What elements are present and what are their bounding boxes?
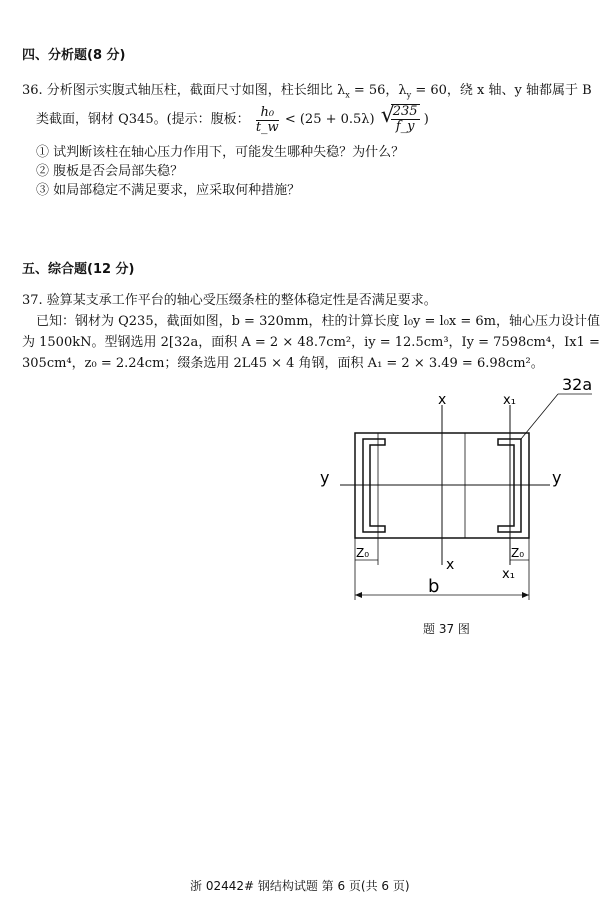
label-y-left: y	[320, 468, 330, 487]
q37-line4: 305cm⁴，z₀ = 2.24cm；缀条选用 2L45 × 4 角钢，面积 A₁ = 2 × 3.49 = 6.98cm²。	[22, 356, 544, 371]
q36-sqrt-235-fy: √ $\frac{235}{f\_y}$	[380, 103, 418, 134]
q36-line1: 36. 分析图示实腹式轴压柱，截面尺寸如图，柱长细比 $\lambda_x = 56$，$\lambda_y = 60$，绕 x 轴、y 轴都属于 B	[22, 83, 592, 100]
label-x1-bottom: x₁	[502, 567, 515, 582]
leader-32a	[521, 394, 558, 439]
figure-37-caption: 题 37 图	[423, 622, 470, 636]
label-x1-top: x₁	[503, 393, 516, 408]
q37-line3: 为 1500kN。型钢选用 2[32a，面积 A = 2 × 48.7cm²，iy = 12.5cm³，Iy = 7598cm⁴，Ix1 =	[22, 335, 600, 350]
label-z0-left: Z₀	[356, 546, 370, 560]
q37-line2: 已知：钢材为 Q235，截面如图，b = 320mm，柱的计算长度 l₀y = l₀x = 6m，轴心压力设计值	[36, 314, 601, 329]
q36-line2: 类截面，钢材 Q345。(提示：腹板： $\frac{\text{h₀}}{t\_w}$ < (25 + 0.5λ) √ $\frac{235}{f\_y}$ )	[36, 103, 429, 135]
q37-line1: 37. 验算某支承工作平台的轴心受压缀条柱的整体稳定性是否满足要求。	[22, 293, 437, 308]
q36-sub2: ② 腹板是否会局部失稳？	[36, 164, 184, 179]
label-x-bottom: x	[446, 557, 455, 573]
q36-sub1: ① 试判断该柱在轴心压力作用下，可能发生哪种失稳？为什么？	[36, 145, 405, 160]
label-z0-right: Z₀	[511, 546, 525, 560]
label-b: b	[428, 576, 440, 597]
section-4-title: 四、分析题(8 分)	[22, 48, 126, 63]
figure-37-cross-section	[300, 370, 600, 605]
label-x-top: x	[438, 392, 447, 408]
q36-fraction-h0-tw: $\frac{\text{h₀}}{t\_w}$	[255, 104, 279, 135]
arrow-b-right	[522, 592, 529, 598]
arrow-b-left	[355, 592, 362, 598]
q36-sub3: ③ 如局部稳定不满足要求，应采取何种措施？	[36, 183, 301, 198]
section-5-title: 五、综合题(12 分)	[22, 262, 135, 277]
label-32a: 32a	[562, 375, 593, 394]
label-y-right: y	[552, 468, 562, 487]
page-footer: 浙 02442# 钢结构试题 第 6 页(共 6 页)	[190, 879, 410, 893]
